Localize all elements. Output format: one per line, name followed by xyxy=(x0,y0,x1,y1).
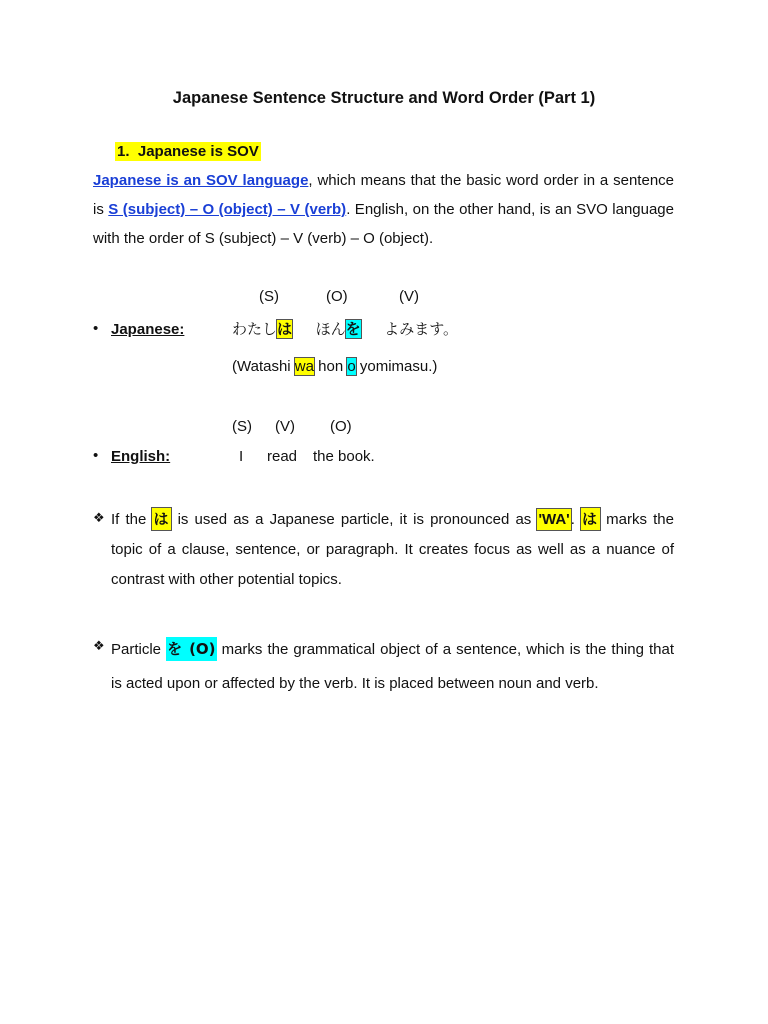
wa-particle: は xyxy=(277,320,293,338)
en-label-o: (O) xyxy=(330,418,352,435)
note-wa-particle: は xyxy=(153,510,171,528)
sov-order-link[interactable]: S (subject) – O (object) – V (verb) xyxy=(108,201,347,218)
intro-paragraph xyxy=(93,166,674,253)
sov-language-link[interactable]: Japanese is an SOV language xyxy=(93,172,309,189)
romaji-line: (Watashi wa hon o yomimasu.) xyxy=(232,358,438,375)
intro-text-2: . English, on the other hand, is an SVO language with the order of S (subject) – V (verb) – O (object). xyxy=(93,201,674,247)
page-title: Japanese Sentence Structure and Word Order (Part 1) xyxy=(172,89,596,107)
note-wa-paragraph: If the は is used as a Japanese particle, it is pronounced as 'WA'. は marks the topic of a clause, sentence, or paragraph. It creates focus as well as a nuance of contrast with other potential topics. xyxy=(111,510,674,588)
bullet-icon: • xyxy=(93,447,99,464)
jp-label-s: (S) xyxy=(259,288,279,305)
section-heading xyxy=(115,143,261,160)
english-label: English: xyxy=(111,448,171,465)
note-o-paragraph: Particle を (O) marks the grammatical object of a sentence, which is the thing that is acted upon or affected by the verb. It is placed between noun and verb. xyxy=(111,632,674,701)
intro-text-1: , which means that the basic word order in a sentence is xyxy=(93,172,675,218)
en-label-s: (S) xyxy=(232,418,252,435)
diamond-bullet-icon: ❖ xyxy=(93,511,105,526)
en-label-v: (V) xyxy=(275,418,295,435)
jp-subject: わたし xyxy=(232,320,278,338)
romaji-o: o xyxy=(347,358,356,375)
en-word-s: I xyxy=(239,448,244,465)
section-heading-text: Japanese is SOV xyxy=(137,143,259,160)
japanese-sentence xyxy=(232,318,458,339)
jp-verb: よみます。 xyxy=(384,320,458,338)
jp-label-o: (O) xyxy=(326,288,348,305)
note-wa-particle-2: は xyxy=(582,510,600,528)
note-o-particle: を (O) xyxy=(166,637,216,661)
jp-object: ほん xyxy=(315,320,346,338)
en-word-o: the book. xyxy=(313,448,375,465)
diamond-bullet-icon: ❖ xyxy=(93,639,105,654)
section-number: 1. xyxy=(117,143,130,160)
o-particle: を xyxy=(345,320,361,338)
bullet-icon: • xyxy=(93,320,99,337)
jp-label-v: (V) xyxy=(399,288,419,305)
en-word-v: read xyxy=(267,448,298,465)
wa-pronunciation: 'WA' xyxy=(538,511,570,528)
romaji-wa: wa xyxy=(294,358,314,375)
japanese-label: Japanese: xyxy=(111,321,185,338)
